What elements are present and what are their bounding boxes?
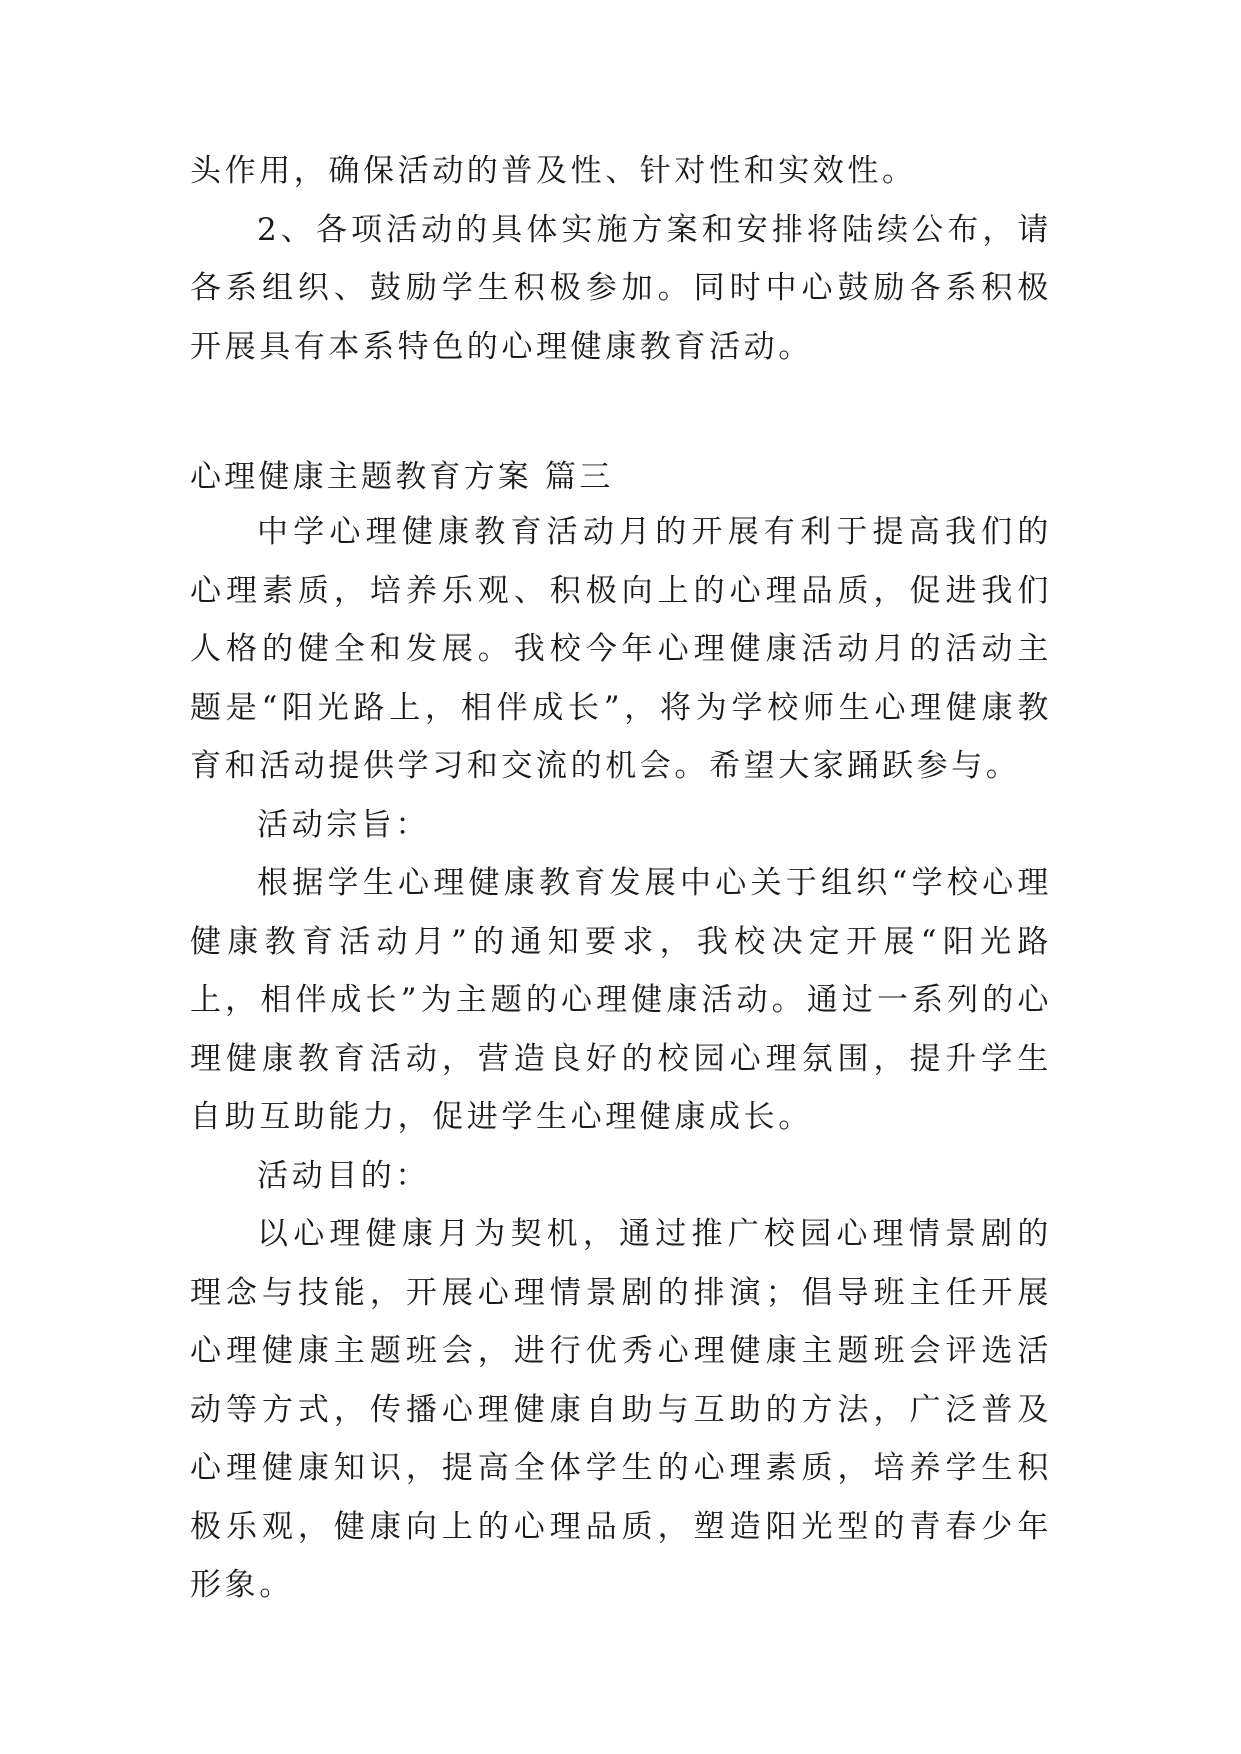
section-three-body <box>190 503 1052 1615</box>
goal-label: 活动目的： <box>257 1157 430 1194</box>
goal-paragraph: 以心理健康月为契机，通过推广校园心理情景剧的理念与技能，开展心理情景剧的排演；倡导班主任开展心理健康主题班会，进行优秀心理健康主题班会评选活动等方式，传播心理健康自助与互助的方法，广泛普及心理健康知识，提高全体学生的心理素质，培养学生积极乐观，健康向上的心理品质，塑造阳光型的青春少年形象。 <box>190 1216 1052 1603</box>
intro-paragraph: 中学心理健康教育活动月的开展有利于提高我们的心理素质，培养乐观、积极向上的心理品质，促进我们人格的健全和发展。我校今年心理健康活动月的活动主题是“阳光路上，相伴成长”，将为学校师生心理健康教育和活动提供学习和交流的机会。希望大家踊跃参与。 <box>190 514 1052 784</box>
continuation-paragraph: 头作用，确保活动的普及性、针对性和实效性。 <box>190 153 917 189</box>
purpose-paragraph: 根据学生心理健康教育发展中心关于组织“学校心理健康教育活动月”的通知要求，我校决定开展“阳光路上，相伴成长”为主题的心理健康活动。通过一系列的心理健康教育活动，营造良好的校园心理氛围，提升学生自助互助能力，促进学生心理健康成长。 <box>190 865 1052 1135</box>
purpose-label: 活动宗旨： <box>257 806 430 843</box>
section-heading: 心理健康主题教育方案 篇三 <box>190 459 614 495</box>
top-section <box>190 142 1052 376</box>
item-2-paragraph: 2、各项活动的具体实施方案和安排将陆续公布，请各系组织、鼓励学生积极参加。同时中心鼓励各系积极开展具有本系特色的心理健康教育活动。 <box>190 211 1052 365</box>
